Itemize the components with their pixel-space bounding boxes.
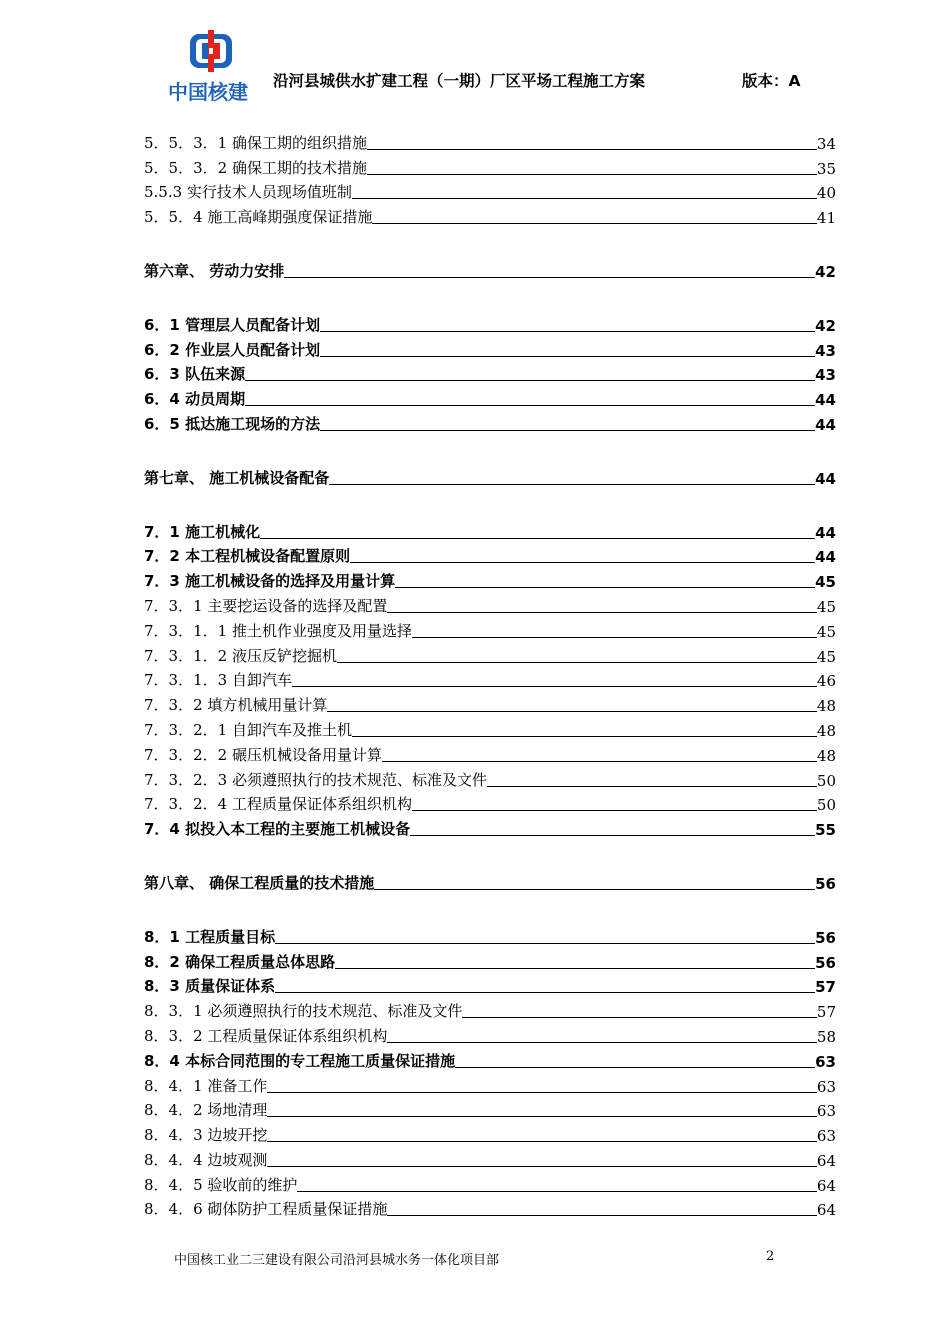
toc-entry-label: 8．4．6 砌体防护工程质量保证措施 <box>144 1200 388 1219</box>
toc-entry[interactable] <box>144 179 836 204</box>
toc-entry-page: 43 <box>815 341 836 360</box>
toc-entry-page: 63 <box>816 1127 836 1146</box>
toc-entry-page: 57 <box>816 1003 836 1022</box>
toc-entry[interactable] <box>144 1146 836 1171</box>
toc-entry-page: 46 <box>816 672 836 691</box>
footer-company: 中国核工业二三建设有限公司沿河县城水务一体化项目部 <box>174 1253 500 1268</box>
toc-entry-page: 56 <box>815 928 836 947</box>
toc-entry[interactable] <box>144 1171 836 1196</box>
company-logo <box>160 30 260 102</box>
toc-entry-label: 7．3．1 主要挖运设备的选择及配置 <box>144 596 388 615</box>
toc-entry-page: 57 <box>815 978 836 997</box>
toc-entry-label: 8．4．2 场地清理 <box>144 1101 268 1120</box>
toc-chapter-entry[interactable] <box>144 464 836 489</box>
toc-entry-page: 44 <box>815 415 836 434</box>
toc-entry-page: 63 <box>815 1052 836 1071</box>
toc-entry-page: 44 <box>815 469 836 488</box>
toc-entry[interactable] <box>144 1047 836 1072</box>
toc-leader-line <box>410 834 815 836</box>
toc-entry-page: 64 <box>816 1201 836 1220</box>
toc-entry-label: 6．2 作业层人员配备计划 <box>144 340 321 359</box>
toc-entry-label: 7．1 施工机械化 <box>144 522 261 541</box>
toc-entry-page: 48 <box>816 746 836 765</box>
toc-entry-label: 5．5．4 施工高峰期强度保证措施 <box>144 208 373 227</box>
toc-leader-line <box>284 276 815 278</box>
toc-entry-label: 7．3．1．2 液压反铲挖掘机 <box>144 646 337 665</box>
logo-text: 中国核建 <box>168 80 248 104</box>
toc-entry[interactable] <box>144 311 836 336</box>
toc-leader-line <box>372 222 817 224</box>
toc-entry[interactable] <box>144 617 836 642</box>
table-of-contents <box>144 129 836 1220</box>
toc-entry-label: 8．4．4 边坡观测 <box>144 1150 268 1169</box>
toc-entry[interactable] <box>144 997 836 1022</box>
toc-entry[interactable] <box>144 1022 836 1047</box>
toc-entry-label: 6．5 抵达施工现场的方法 <box>144 414 321 433</box>
toc-entry-label: 7．4 拟投入本工程的主要施工机械设备 <box>144 820 411 839</box>
toc-leader-line <box>275 991 815 993</box>
toc-entry-page: 48 <box>816 697 836 716</box>
toc-leader-line <box>260 537 815 539</box>
toc-entry[interactable] <box>144 129 836 154</box>
toc-leader-line <box>320 429 815 431</box>
toc-leader-line <box>350 561 815 563</box>
toc-entry-page: 45 <box>816 597 836 616</box>
toc-leader-line <box>412 809 817 811</box>
toc-entry[interactable] <box>144 642 836 667</box>
toc-entry[interactable] <box>144 543 836 568</box>
toc-entry-page: 55 <box>815 821 836 840</box>
toc-leader-line <box>245 404 815 406</box>
toc-entry-page: 42 <box>815 262 836 281</box>
toc-entry-label: 7．3．1．1 推土机作业强度及用量选择 <box>144 621 412 640</box>
toc-entry[interactable] <box>144 716 836 741</box>
page-header <box>0 0 950 120</box>
toc-entry-page: 63 <box>816 1102 836 1121</box>
toc-leader-line <box>292 685 817 687</box>
toc-entry[interactable] <box>144 361 836 386</box>
toc-entry[interactable] <box>144 791 836 816</box>
toc-entry-page: 50 <box>816 796 836 815</box>
toc-entry-label: 8．3．1 必须遵照执行的技术规范、标准及文件 <box>144 1002 463 1021</box>
toc-leader-line <box>367 148 817 150</box>
toc-entry[interactable] <box>144 766 836 791</box>
toc-entry[interactable] <box>144 923 836 948</box>
toc-entry[interactable] <box>144 815 836 840</box>
toc-entry-page: 56 <box>815 874 836 893</box>
toc-entry[interactable] <box>144 592 836 617</box>
toc-entry-label: 8．1 工程质量目标 <box>144 927 276 946</box>
toc-entry-label: 第六章、 劳动力安排 <box>144 261 285 280</box>
cnecc-logo-icon <box>188 30 234 72</box>
toc-entry[interactable] <box>144 567 836 592</box>
toc-leader-line <box>327 710 817 712</box>
toc-entry[interactable] <box>144 385 836 410</box>
toc-entry-label: 7．3．2．1 自卸汽车及推土机 <box>144 720 352 739</box>
toc-entry-label: 6．4 动员周期 <box>144 390 246 409</box>
toc-entry-label: 8．3．2 工程质量保证体系组织机构 <box>144 1026 388 1045</box>
toc-entry-page: 64 <box>816 1151 836 1170</box>
toc-leader-line <box>320 330 815 332</box>
toc-entry-page: 44 <box>815 548 836 567</box>
toc-leader-line <box>329 483 815 485</box>
toc-entry-label: 5．5．3．1 确保工期的组织措施 <box>144 133 367 152</box>
toc-entry-label: 8．4 本标合同范围的专工程施工质量保证措施 <box>144 1051 456 1070</box>
toc-entry-page: 50 <box>816 771 836 790</box>
toc-entry-page: 58 <box>816 1027 836 1046</box>
toc-entry[interactable] <box>144 691 836 716</box>
toc-entry[interactable] <box>144 1196 836 1221</box>
toc-leader-line <box>267 1165 817 1167</box>
toc-entry-page: 44 <box>815 391 836 410</box>
toc-entry-label: 8．2 确保工程质量总体思路 <box>144 952 336 971</box>
toc-leader-line <box>455 1066 815 1068</box>
toc-entry[interactable] <box>144 518 836 543</box>
toc-leader-line <box>320 355 815 357</box>
toc-entry[interactable] <box>144 154 836 179</box>
toc-entry-page: 45 <box>816 647 836 666</box>
toc-entry-page: 34 <box>816 134 836 153</box>
toc-entry-page: 56 <box>815 953 836 972</box>
toc-entry-label: 7．3．2 填方机械用量计算 <box>144 696 328 715</box>
toc-entry-label: 8．3 质量保证体系 <box>144 977 276 996</box>
toc-leader-line <box>382 760 817 762</box>
toc-leader-line <box>367 173 817 175</box>
toc-entry-label: 8．4．5 验收前的维护 <box>144 1175 298 1194</box>
toc-entry[interactable] <box>144 948 836 973</box>
toc-chapter-entry[interactable] <box>144 869 836 894</box>
toc-entry-label: 8．4．3 边坡开挖 <box>144 1126 268 1145</box>
toc-entry-page: 45 <box>816 622 836 641</box>
toc-leader-line <box>335 967 815 969</box>
toc-entry-page: 44 <box>815 523 836 542</box>
toc-leader-line <box>387 611 817 613</box>
toc-leader-line <box>387 1041 817 1043</box>
toc-leader-line <box>387 1214 817 1216</box>
toc-entry[interactable] <box>144 1072 836 1097</box>
toc-leader-line <box>352 735 817 737</box>
toc-entry[interactable] <box>144 336 836 361</box>
toc-leader-line <box>374 888 815 890</box>
toc-entry[interactable] <box>144 741 836 766</box>
toc-leader-line <box>337 661 817 663</box>
toc-entry[interactable] <box>144 410 836 435</box>
toc-entry-page: 42 <box>815 316 836 335</box>
toc-leader-line <box>487 785 817 787</box>
footer-page-number: 2 <box>766 1249 775 1264</box>
toc-chapter-entry[interactable] <box>144 257 836 282</box>
toc-entry[interactable] <box>144 1097 836 1122</box>
toc-entry-page: 35 <box>816 159 836 178</box>
version-label: 版本：A <box>742 72 801 90</box>
toc-entry-label: 5.5.3 实行技术人员现场值班制 <box>144 183 352 202</box>
toc-entry-page: 48 <box>816 721 836 740</box>
page-footer <box>0 1244 950 1284</box>
toc-entry[interactable] <box>144 203 836 228</box>
toc-entry-page: 41 <box>816 209 836 228</box>
toc-entry-page: 40 <box>816 184 836 203</box>
toc-leader-line <box>267 1115 817 1117</box>
toc-leader-line <box>267 1140 817 1142</box>
toc-leader-line <box>462 1016 817 1018</box>
toc-leader-line <box>245 379 815 381</box>
toc-entry[interactable] <box>144 1121 836 1146</box>
document-title: 沿河县城供水扩建工程（一期）厂区平场工程施工方案 <box>273 72 646 90</box>
toc-entry-label: 第八章、 确保工程质量的技术措施 <box>144 873 375 892</box>
toc-entry-label: 8．4．1 准备工作 <box>144 1076 268 1095</box>
toc-entry-page: 64 <box>816 1176 836 1195</box>
toc-entry[interactable] <box>144 667 836 692</box>
toc-leader-line <box>352 197 817 199</box>
toc-entry-label: 7．3．2．4 工程质量保证体系组织机构 <box>144 795 412 814</box>
toc-entry-page: 43 <box>815 366 836 385</box>
toc-entry-page: 45 <box>815 573 836 592</box>
toc-entry-label: 第七章、 施工机械设备配备 <box>144 468 330 487</box>
toc-entry-label: 7．3．2．3 必须遵照执行的技术规范、标准及文件 <box>144 770 487 789</box>
toc-entry-page: 63 <box>816 1077 836 1096</box>
toc-leader-line <box>395 586 815 588</box>
toc-entry-label: 7．3．2．2 碾压机械设备用量计算 <box>144 745 382 764</box>
toc-entry-label: 6．3 队伍来源 <box>144 365 246 384</box>
toc-leader-line <box>297 1190 817 1192</box>
toc-entry-label: 6．1 管理层人员配备计划 <box>144 315 321 334</box>
toc-entry-label: 7．2 本工程机械设备配置原则 <box>144 547 351 566</box>
toc-entry[interactable] <box>144 973 836 998</box>
toc-entry-label: 7．3 施工机械设备的选择及用量计算 <box>144 572 396 591</box>
toc-leader-line <box>275 942 815 944</box>
toc-entry-label: 7．3．1．3 自卸汽车 <box>144 671 292 690</box>
toc-leader-line <box>412 636 817 638</box>
toc-leader-line <box>267 1091 817 1093</box>
toc-entry-label: 5．5．3．2 确保工期的技术措施 <box>144 158 367 177</box>
